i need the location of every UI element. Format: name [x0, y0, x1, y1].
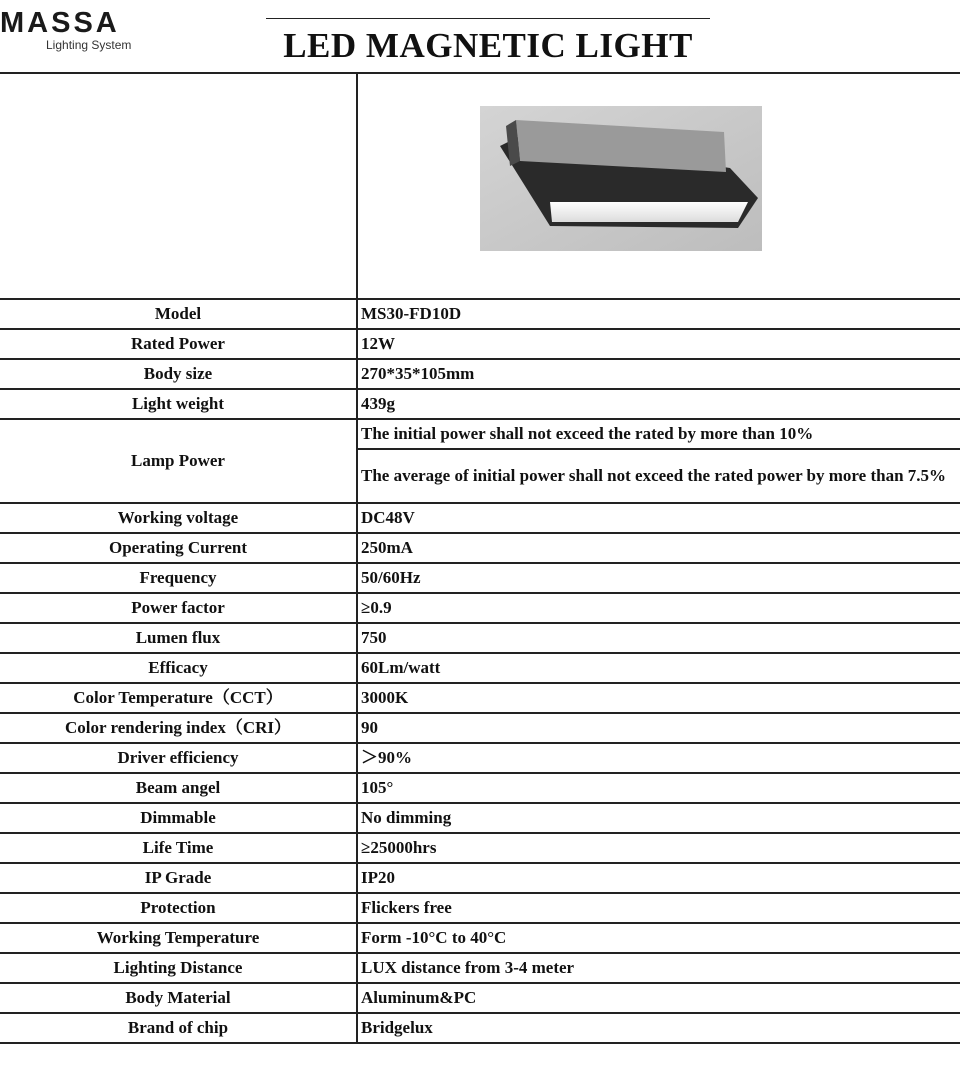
spec-label-body-material: Body Material	[0, 983, 357, 1013]
table-row	[0, 683, 960, 713]
table-row	[0, 953, 960, 983]
image-row-divider	[356, 74, 358, 298]
spec-value-efficacy: 60Lm/watt	[357, 653, 960, 683]
spec-value-brand-of-chip: Bridgelux	[357, 1013, 960, 1043]
spec-label-life-time: Life Time	[0, 833, 357, 863]
table-row	[0, 563, 960, 593]
spec-label-power-factor: Power factor	[0, 593, 357, 623]
table-row	[0, 359, 960, 389]
spec-value-frequency: 50/60Hz	[357, 563, 960, 593]
table-row	[0, 833, 960, 863]
table-row	[0, 803, 960, 833]
spec-table	[0, 298, 960, 1044]
spec-value-ip-grade: IP20	[357, 863, 960, 893]
spec-value-rated-power: 12W	[357, 329, 960, 359]
table-row	[0, 653, 960, 683]
spec-label-rated-power: Rated Power	[0, 329, 357, 359]
spec-value-working-voltage: DC48V	[357, 503, 960, 533]
logo-brand-name: MASSA	[0, 7, 120, 39]
spec-label-protection: Protection	[0, 893, 357, 923]
product-photo	[480, 106, 762, 251]
spec-value-power-factor: ≥0.9	[357, 593, 960, 623]
table-row	[0, 623, 960, 653]
spec-value-body-size: 270*35*105mm	[357, 359, 960, 389]
spec-label-cct: Color Temperature（CCT）	[0, 683, 357, 713]
table-row	[0, 713, 960, 743]
spec-value-life-time: ≥25000hrs	[357, 833, 960, 863]
spec-value-beam-angel: 105°	[357, 773, 960, 803]
spec-value-lamp-power-initial: The initial power shall not exceed the rated by more than 10%	[357, 419, 960, 449]
spec-value-dimmable: No dimming	[357, 803, 960, 833]
spec-label-light-weight: Light weight	[0, 389, 357, 419]
spec-label-operating-current: Operating Current	[0, 533, 357, 563]
table-row	[0, 893, 960, 923]
spec-value-lumen-flux: 750	[357, 623, 960, 653]
table-row	[0, 863, 960, 893]
spec-label-efficacy: Efficacy	[0, 653, 357, 683]
spec-label-cri: Color rendering index（CRI）	[0, 713, 357, 743]
spec-label-lamp-power: Lamp Power	[0, 419, 357, 503]
table-row	[0, 1013, 960, 1043]
spec-label-dimmable: Dimmable	[0, 803, 357, 833]
table-row	[0, 299, 960, 329]
spec-label-body-size: Body size	[0, 359, 357, 389]
logo-tagline: Lighting System	[46, 38, 132, 52]
title-rule	[266, 18, 710, 19]
spec-value-driver-efficiency: ＞90%	[357, 743, 960, 773]
table-row	[0, 533, 960, 563]
spec-value-body-material: Aluminum&PC	[357, 983, 960, 1013]
spec-label-beam-angel: Beam angel	[0, 773, 357, 803]
spec-label-working-temperature: Working Temperature	[0, 923, 357, 953]
spec-label-working-voltage: Working voltage	[0, 503, 357, 533]
spec-value-working-temperature: Form -10°C to 40°C	[357, 923, 960, 953]
luminaire-lens	[550, 202, 748, 222]
spec-value-operating-current: 250mA	[357, 533, 960, 563]
table-row	[0, 593, 960, 623]
spec-value-protection: Flickers free	[357, 893, 960, 923]
spec-value-lighting-distance: LUX distance from 3-4 meter	[357, 953, 960, 983]
spec-value-model: MS30-FD10D	[357, 299, 960, 329]
table-row	[0, 329, 960, 359]
spec-label-frequency: Frequency	[0, 563, 357, 593]
table-row	[0, 503, 960, 533]
spec-label-model: Model	[0, 299, 357, 329]
spec-label-brand-of-chip: Brand of chip	[0, 1013, 357, 1043]
table-row	[0, 419, 960, 449]
table-row	[0, 773, 960, 803]
spec-label-ip-grade: IP Grade	[0, 863, 357, 893]
spec-label-driver-efficiency: Driver efficiency	[0, 743, 357, 773]
spec-label-lighting-distance: Lighting Distance	[0, 953, 357, 983]
table-row	[0, 389, 960, 419]
page-title: LED MAGNETIC LIGHT	[283, 26, 693, 65]
table-row	[0, 923, 960, 953]
spec-value-lamp-power-average: The average of initial power shall not exceed the rated power by more than 7.5%	[357, 449, 960, 503]
brand-logo	[0, 8, 160, 58]
table-row	[0, 983, 960, 1013]
product-image-row	[0, 74, 960, 298]
spec-value-cct: 3000K	[357, 683, 960, 713]
table-row	[0, 743, 960, 773]
spec-label-lumen-flux: Lumen flux	[0, 623, 357, 653]
spec-value-light-weight: 439g	[357, 389, 960, 419]
spec-value-cri: 90	[357, 713, 960, 743]
